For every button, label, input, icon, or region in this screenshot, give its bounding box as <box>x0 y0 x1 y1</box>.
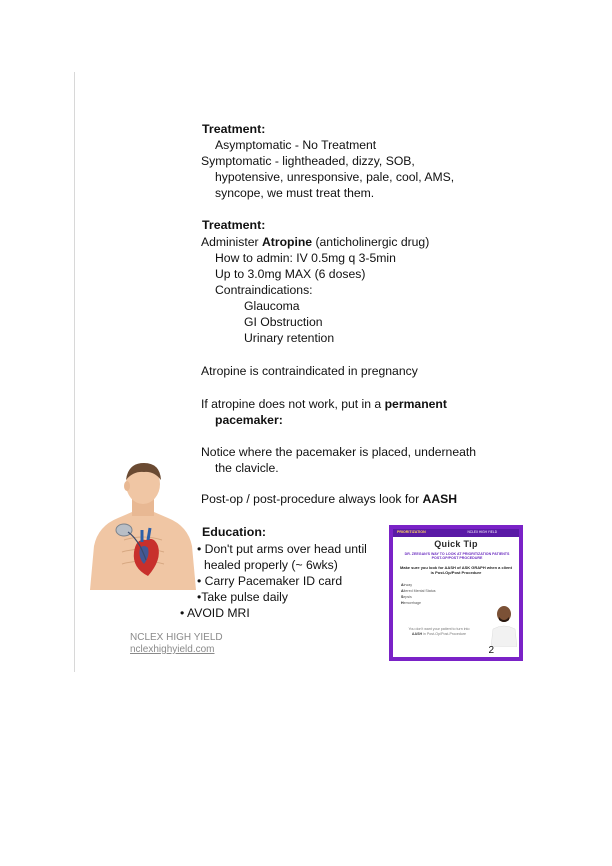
how-to-admin: How to admin: IV 0.5mg q 3-5min <box>215 251 396 265</box>
card-foot-post: in Post-Op/Post-Procedure <box>422 631 467 636</box>
pacemaker-note-1 <box>201 396 447 412</box>
card-instruction: Make sure you look for AASH of ASK GRAPH when a client is Post-Op/Post Procedure <box>400 565 512 575</box>
card-title: Quick Tip <box>434 539 478 549</box>
quick-tip-card <box>389 525 523 661</box>
card-item-letter: A <box>401 589 404 593</box>
contraindication-item: GI Obstruction <box>244 315 323 329</box>
card-footnote <box>403 627 475 636</box>
administer-pre: Administer <box>201 235 262 249</box>
education-item: •Take pulse daily <box>197 590 288 604</box>
footer-url[interactable]: nclexhighyield.com <box>130 644 215 655</box>
education-item: • AVOID MRI <box>180 606 250 620</box>
education-item: healed properly (~ 6wks) <box>204 558 338 572</box>
card-list-item <box>401 583 412 587</box>
contraindications-heading: Contraindications: <box>215 283 313 297</box>
page-number: 2 <box>488 645 494 656</box>
treatment-heading-2: Treatment: <box>202 218 266 232</box>
card-brand: NCLEX HIGH YIELD <box>467 530 497 534</box>
card-item-letter: H <box>401 601 404 605</box>
page-margin-line <box>74 72 75 672</box>
treatment-heading-1: Treatment: <box>202 122 266 136</box>
placement-note-2: the clavicle. <box>215 461 279 475</box>
education-item: • Don't put arms over head until <box>197 542 367 556</box>
max-dose: Up to 3.0mg MAX (6 doses) <box>215 267 366 281</box>
card-list-item <box>401 601 421 605</box>
card-list-item <box>401 589 436 593</box>
symptomatic-line-2: hypotensive, unresponsive, pale, cool, AMS, <box>215 170 455 184</box>
postop-note <box>201 491 457 507</box>
presenter-photo <box>491 603 517 647</box>
card-foot-pre: You don't want your patient to turn into <box>408 627 470 631</box>
administer-line <box>201 234 429 250</box>
education-heading: Education: <box>202 525 267 539</box>
drug-name: Atropine <box>261 235 313 249</box>
card-item-letter: S <box>401 595 404 599</box>
pregnancy-note: Atropine is contraindicated in pregnancy <box>201 364 418 378</box>
card-item-rest: irway <box>403 583 412 587</box>
pacemaker-torso-illustration <box>88 460 198 590</box>
card-subtitle: DR. ZEEGAN'S WAY TO LOOK AT PRIORITIZATION PATIENTS POST-OP/POST PROCEDURE <box>404 552 510 561</box>
card-item-rest: emorrhage <box>403 601 421 605</box>
footer-brand: NCLEX HIGH YIELD <box>130 632 223 643</box>
pacemaker-pre: If atropine does not work, put in a <box>201 397 385 411</box>
postop-pre: Post-op / post-procedure always look for <box>201 492 423 506</box>
card-item-rest: epsis <box>403 595 412 599</box>
postop-bold: AASH <box>422 492 458 506</box>
education-item: • Carry Pacemaker ID card <box>197 574 343 588</box>
card-tag: PRIORITIZATION <box>397 530 426 534</box>
asymptomatic-line: Asymptomatic - No Treatment <box>215 138 377 152</box>
symptomatic-line-3: syncope, we must treat them. <box>215 186 375 200</box>
symptomatic-line-1: Symptomatic - lightheaded, dizzy, SOB, <box>201 154 415 168</box>
pacemaker-bold-2: pacemaker: <box>215 413 283 427</box>
administer-post: (anticholinergic drug) <box>312 235 430 249</box>
placement-note-1: Notice where the pacemaker is placed, underneath <box>201 445 477 459</box>
card-list-item <box>401 595 412 599</box>
contraindication-item: Urinary retention <box>244 331 335 345</box>
pacemaker-bold-1: permanent <box>384 397 447 411</box>
card-foot-bold: AASH <box>411 631 423 636</box>
card-item-letter: A <box>401 583 404 587</box>
contraindication-item: Glaucoma <box>244 299 300 313</box>
card-item-rest: ltered Mental Status <box>403 589 436 593</box>
